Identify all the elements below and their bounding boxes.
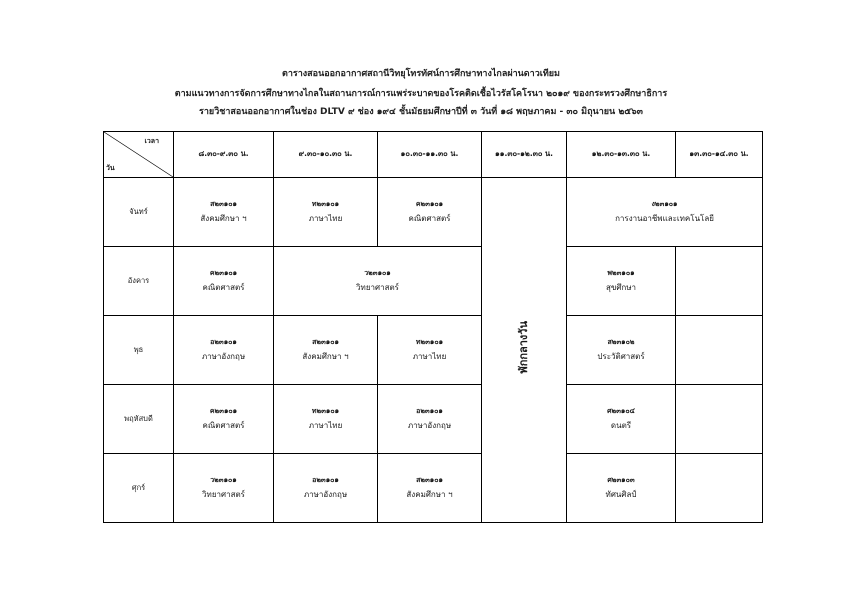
- subject-code: ส๒๓๑๐๑: [312, 337, 339, 346]
- class-cell: [174, 454, 274, 523]
- header-row: [104, 132, 763, 178]
- subject-code: ท๒๓๑๐๑: [415, 337, 444, 346]
- corner-cell: [104, 132, 174, 178]
- subject-name: ดนตรี: [610, 421, 632, 431]
- day-row-wednesday: [104, 316, 763, 385]
- subject-code: ศ๒๓๑๐๔: [607, 406, 635, 415]
- subject-name: สังคมศึกษา ฯ: [200, 214, 247, 224]
- class-cell: [274, 247, 482, 316]
- lunch-break-label: พักกลางวัน: [516, 321, 530, 374]
- lunch-break-cell: [482, 178, 567, 523]
- day-label: ศุกร์: [104, 454, 174, 523]
- timetable: [103, 131, 763, 523]
- class-cell: [174, 178, 274, 247]
- class-cell: [378, 385, 482, 454]
- subject-name: ภาษาอังกฤษ: [201, 352, 246, 362]
- title-line-3: รายวิชาสอนออกอากาศในช่อง DLTV ๙ ช่อง ๑๙๔ ชั้นมัธยมศึกษาปีที่ ๓ วันที่ ๑๘ พฤษภาคม - ๓๐ มิถุนายน ๒๕๖๓: [199, 107, 643, 117]
- subject-code: อ๒๓๑๐๑: [416, 406, 443, 415]
- subject-code: ท๒๓๑๐๑: [311, 199, 340, 208]
- class-cell: [567, 385, 676, 454]
- subject-name: สุขศึกษา: [605, 283, 637, 293]
- day-row-friday: [104, 454, 763, 523]
- class-cell: [174, 316, 274, 385]
- class-cell: [567, 316, 676, 385]
- subject-name: วิทยาศาสตร์: [202, 490, 245, 500]
- empty-cell: [676, 247, 763, 316]
- subject-name: ภาษาอังกฤษ: [303, 490, 348, 500]
- class-cell: [567, 247, 676, 316]
- subject-code: ส๒๓๑๐๑: [416, 475, 443, 484]
- time-header: ๑๐.๓๐-๑๑.๓๐ น.: [378, 132, 482, 178]
- day-row-monday: [104, 178, 763, 247]
- day-row-thursday: [104, 385, 763, 454]
- time-header: ๑๒.๓๐-๑๓.๓๐ น.: [567, 132, 676, 178]
- class-cell: [378, 316, 482, 385]
- subject-code: ค๒๓๑๐๑: [415, 199, 444, 208]
- day-label: อังคาร: [104, 247, 174, 316]
- subject-name: ภาษาไทย: [308, 214, 343, 224]
- class-cell: [378, 178, 482, 247]
- title-line-2: ตามแนวทางการจัดการศึกษาทางไกลในสถานการณ์การแพร่ระบาดของโรคติดเชื้อไวรัสโคโรนา ๒๐๑๙ ของกระทรวงศึกษาธิการ: [174, 89, 668, 99]
- subject-code: ว๒๓๑๐๑: [364, 268, 391, 277]
- subject-code: ส๒๓๑๐๒: [607, 337, 635, 346]
- class-cell: [378, 454, 482, 523]
- subject-code: อ๒๓๑๐๑: [312, 475, 339, 484]
- time-header: ๘.๓๐-๙.๓๐ น.: [174, 132, 274, 178]
- subject-code: ค๒๓๑๐๑: [209, 406, 238, 415]
- corner-time-label: เวลา: [144, 137, 159, 145]
- title-line-1: ตารางสอนออกอากาศสถานีวิทยุโทรทัศน์การศึกษาทางไกลผ่านดาวเทียม: [282, 69, 560, 79]
- empty-cell: [676, 454, 763, 523]
- subject-code: ศ๒๓๑๐๓: [607, 475, 635, 484]
- corner-day-label: วัน: [106, 163, 115, 172]
- subject-code: ค๒๓๑๐๑: [209, 268, 238, 277]
- subject-name: ประวัติศาสตร์: [597, 352, 645, 362]
- day-label: พุธ: [104, 316, 174, 385]
- subject-code: อ๒๓๑๐๑: [210, 337, 237, 346]
- subject-name: การงานอาชีพและเทคโนโลยี: [615, 214, 714, 224]
- subject-code: พ๒๓๑๐๑: [607, 268, 635, 277]
- subject-name: ทัศนศิลป์: [605, 490, 637, 500]
- empty-cell: [676, 385, 763, 454]
- subject-name: ภาษาอังกฤษ: [407, 421, 452, 431]
- day-label: พฤหัสบดี: [104, 385, 174, 454]
- subject-name: ภาษาไทย: [412, 352, 447, 362]
- class-cell: [567, 178, 763, 247]
- time-header: ๙.๓๐-๑๐.๓๐ น.: [274, 132, 378, 178]
- class-cell: [567, 454, 676, 523]
- subject-code: ง๒๓๑๐๑: [651, 199, 678, 208]
- subject-name: ภาษาไทย: [308, 421, 343, 431]
- class-cell: [274, 178, 378, 247]
- subject-name: สังคมศึกษา ฯ: [302, 352, 349, 362]
- time-header: ๑๓.๓๐-๑๔.๓๐ น.: [676, 132, 763, 178]
- class-cell: [274, 454, 378, 523]
- subject-code: ว๒๓๑๐๑: [210, 475, 237, 484]
- class-cell: [274, 385, 378, 454]
- day-row-tuesday: [104, 247, 763, 316]
- subject-name: คณิตศาสตร์: [202, 421, 245, 431]
- class-cell: [274, 316, 378, 385]
- time-header: ๑๑.๓๐-๑๒.๓๐ น.: [482, 132, 567, 178]
- subject-code: ส๒๓๑๐๑: [210, 199, 237, 208]
- subject-code: ท๒๓๑๐๑: [311, 406, 340, 415]
- class-cell: [174, 247, 274, 316]
- empty-cell: [676, 316, 763, 385]
- subject-name: คณิตศาสตร์: [408, 214, 451, 224]
- class-cell: [174, 385, 274, 454]
- day-label: จันทร์: [104, 178, 174, 247]
- subject-name: สังคมศึกษา ฯ: [406, 490, 453, 500]
- subject-name: คณิตศาสตร์: [202, 283, 245, 293]
- subject-name: วิทยาศาสตร์: [356, 283, 399, 293]
